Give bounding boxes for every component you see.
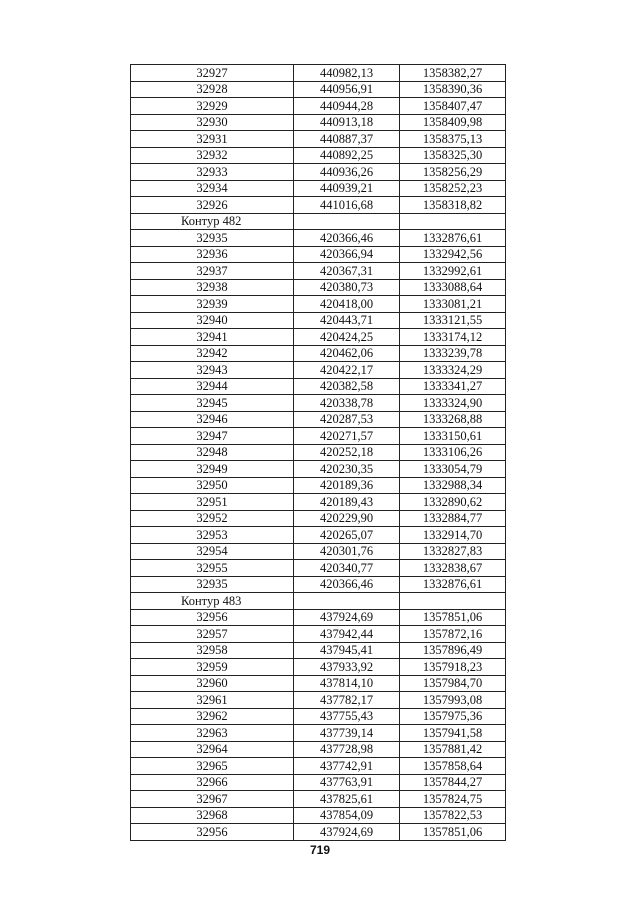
table-row — [131, 395, 506, 412]
point-number-cell: 32953 — [131, 527, 294, 544]
x-coordinate-cell — [294, 593, 400, 610]
table-row — [131, 609, 506, 626]
contour-header-row — [131, 593, 506, 610]
point-number-cell: 32967 — [131, 791, 294, 808]
point-number-cell: 32964 — [131, 741, 294, 758]
table-row — [131, 626, 506, 643]
table-row — [131, 411, 506, 428]
x-coordinate-cell: 437755,43 — [294, 708, 400, 725]
point-number-cell: 32950 — [131, 477, 294, 494]
x-coordinate-cell: 420366,46 — [294, 230, 400, 247]
table-row — [131, 494, 506, 511]
point-number-cell: 32926 — [131, 197, 294, 214]
x-coordinate-cell: 440956,91 — [294, 81, 400, 98]
table-row — [131, 147, 506, 164]
x-coordinate-cell: 420271,57 — [294, 428, 400, 445]
y-coordinate-cell: 1333150,61 — [400, 428, 506, 445]
point-number-cell: 32952 — [131, 510, 294, 527]
x-coordinate-cell: 420366,46 — [294, 576, 400, 593]
y-coordinate-cell: 1358382,27 — [400, 65, 506, 82]
point-number-cell: 32960 — [131, 675, 294, 692]
point-number-cell: 32929 — [131, 98, 294, 115]
x-coordinate-cell: 437942,44 — [294, 626, 400, 643]
y-coordinate-cell: 1357872,16 — [400, 626, 506, 643]
x-coordinate-cell: 440939,21 — [294, 180, 400, 197]
table-row — [131, 527, 506, 544]
point-number-cell: 32963 — [131, 725, 294, 742]
x-coordinate-cell: 420252,18 — [294, 444, 400, 461]
point-number-cell: 32928 — [131, 81, 294, 98]
coordinates-table — [130, 64, 506, 841]
x-coordinate-cell: 440944,28 — [294, 98, 400, 115]
point-number-cell: 32934 — [131, 180, 294, 197]
point-number-cell: 32948 — [131, 444, 294, 461]
x-coordinate-cell: 437814,10 — [294, 675, 400, 692]
y-coordinate-cell: 1357881,42 — [400, 741, 506, 758]
y-coordinate-cell: 1358409,98 — [400, 114, 506, 131]
x-coordinate-cell: 420265,07 — [294, 527, 400, 544]
table-row — [131, 131, 506, 148]
contour-label-cell: Контур 483 — [131, 593, 294, 610]
point-number-cell: 32949 — [131, 461, 294, 478]
table-row — [131, 428, 506, 445]
y-coordinate-cell: 1357822,53 — [400, 807, 506, 824]
x-coordinate-cell: 420424,25 — [294, 329, 400, 346]
table-body — [131, 65, 506, 841]
y-coordinate-cell: 1358390,36 — [400, 81, 506, 98]
y-coordinate-cell: 1358256,29 — [400, 164, 506, 181]
table-row — [131, 741, 506, 758]
y-coordinate-cell: 1332890,62 — [400, 494, 506, 511]
point-number-cell: 32932 — [131, 147, 294, 164]
x-coordinate-cell: 437728,98 — [294, 741, 400, 758]
table-row — [131, 246, 506, 263]
y-coordinate-cell: 1333268,88 — [400, 411, 506, 428]
x-coordinate-cell: 420230,35 — [294, 461, 400, 478]
y-coordinate-cell: 1357844,27 — [400, 774, 506, 791]
y-coordinate-cell: 1358252,23 — [400, 180, 506, 197]
y-coordinate-cell: 1333054,79 — [400, 461, 506, 478]
table-row — [131, 708, 506, 725]
point-number-cell: 32966 — [131, 774, 294, 791]
table-row — [131, 81, 506, 98]
table-row — [131, 477, 506, 494]
y-coordinate-cell: 1333324,29 — [400, 362, 506, 379]
point-number-cell: 32939 — [131, 296, 294, 313]
table-row — [131, 807, 506, 824]
point-number-cell: 32954 — [131, 543, 294, 560]
y-coordinate-cell: 1333174,12 — [400, 329, 506, 346]
y-coordinate-cell: 1333081,21 — [400, 296, 506, 313]
y-coordinate-cell: 1332992,61 — [400, 263, 506, 280]
point-number-cell: 32933 — [131, 164, 294, 181]
point-number-cell: 32958 — [131, 642, 294, 659]
y-coordinate-cell: 1357824,75 — [400, 791, 506, 808]
x-coordinate-cell: 420189,36 — [294, 477, 400, 494]
x-coordinate-cell: 440982,13 — [294, 65, 400, 82]
table-row — [131, 543, 506, 560]
point-number-cell: 32941 — [131, 329, 294, 346]
x-coordinate-cell: 437924,69 — [294, 609, 400, 626]
y-coordinate-cell: 1332876,61 — [400, 230, 506, 247]
y-coordinate-cell — [400, 593, 506, 610]
y-coordinate-cell: 1357984,70 — [400, 675, 506, 692]
x-coordinate-cell: 437825,61 — [294, 791, 400, 808]
y-coordinate-cell: 1332914,70 — [400, 527, 506, 544]
table-row — [131, 692, 506, 709]
x-coordinate-cell: 420340,77 — [294, 560, 400, 577]
x-coordinate-cell: 437945,41 — [294, 642, 400, 659]
x-coordinate-cell: 437854,09 — [294, 807, 400, 824]
x-coordinate-cell: 437924,69 — [294, 824, 400, 841]
table-row — [131, 675, 506, 692]
x-coordinate-cell: 420380,73 — [294, 279, 400, 296]
table-row — [131, 378, 506, 395]
x-coordinate-cell: 440913,18 — [294, 114, 400, 131]
table-row — [131, 560, 506, 577]
table-row — [131, 758, 506, 775]
point-number-cell: 32943 — [131, 362, 294, 379]
table-row — [131, 164, 506, 181]
table-row — [131, 98, 506, 115]
point-number-cell: 32956 — [131, 824, 294, 841]
y-coordinate-cell: 1358325,30 — [400, 147, 506, 164]
table-row — [131, 510, 506, 527]
point-number-cell: 32942 — [131, 345, 294, 362]
point-number-cell: 32938 — [131, 279, 294, 296]
x-coordinate-cell: 441016,68 — [294, 197, 400, 214]
x-coordinate-cell: 420229,90 — [294, 510, 400, 527]
point-number-cell: 32935 — [131, 230, 294, 247]
point-number-cell: 32935 — [131, 576, 294, 593]
y-coordinate-cell: 1332884,77 — [400, 510, 506, 527]
x-coordinate-cell: 440892,25 — [294, 147, 400, 164]
y-coordinate-cell: 1357858,64 — [400, 758, 506, 775]
table-row — [131, 791, 506, 808]
y-coordinate-cell: 1357851,06 — [400, 609, 506, 626]
table-row — [131, 774, 506, 791]
point-number-cell: 32937 — [131, 263, 294, 280]
x-coordinate-cell: 420462,06 — [294, 345, 400, 362]
point-number-cell: 32955 — [131, 560, 294, 577]
x-coordinate-cell: 420443,71 — [294, 312, 400, 329]
point-number-cell: 32951 — [131, 494, 294, 511]
table-row — [131, 345, 506, 362]
table-row — [131, 180, 506, 197]
point-number-cell: 32947 — [131, 428, 294, 445]
y-coordinate-cell: 1333341,27 — [400, 378, 506, 395]
y-coordinate-cell: 1333239,78 — [400, 345, 506, 362]
y-coordinate-cell: 1357975,36 — [400, 708, 506, 725]
x-coordinate-cell: 440936,26 — [294, 164, 400, 181]
y-coordinate-cell: 1357896,49 — [400, 642, 506, 659]
contour-label-cell: Контур 482 — [131, 213, 294, 230]
point-number-cell: 32944 — [131, 378, 294, 395]
table-row — [131, 659, 506, 676]
y-coordinate-cell: 1333121,55 — [400, 312, 506, 329]
table-row — [131, 312, 506, 329]
point-number-cell: 32961 — [131, 692, 294, 709]
contour-header-row — [131, 213, 506, 230]
table-row — [131, 824, 506, 841]
y-coordinate-cell: 1332876,61 — [400, 576, 506, 593]
table-row — [131, 296, 506, 313]
y-coordinate-cell: 1357941,58 — [400, 725, 506, 742]
x-coordinate-cell: 437782,17 — [294, 692, 400, 709]
x-coordinate-cell: 420189,43 — [294, 494, 400, 511]
y-coordinate-cell: 1333324,90 — [400, 395, 506, 412]
y-coordinate-cell: 1332988,34 — [400, 477, 506, 494]
page-number: 719 — [309, 843, 331, 857]
y-coordinate-cell: 1357918,23 — [400, 659, 506, 676]
point-number-cell: 32945 — [131, 395, 294, 412]
x-coordinate-cell: 420422,17 — [294, 362, 400, 379]
y-coordinate-cell: 1358407,47 — [400, 98, 506, 115]
table-row — [131, 197, 506, 214]
table-row — [131, 279, 506, 296]
x-coordinate-cell: 437742,91 — [294, 758, 400, 775]
x-coordinate-cell: 420301,76 — [294, 543, 400, 560]
x-coordinate-cell: 437933,92 — [294, 659, 400, 676]
table-row — [131, 230, 506, 247]
point-number-cell: 32930 — [131, 114, 294, 131]
x-coordinate-cell: 420338,78 — [294, 395, 400, 412]
x-coordinate-cell: 420366,94 — [294, 246, 400, 263]
x-coordinate-cell: 420367,31 — [294, 263, 400, 280]
table-row — [131, 329, 506, 346]
point-number-cell: 32936 — [131, 246, 294, 263]
x-coordinate-cell: 440887,37 — [294, 131, 400, 148]
table-row — [131, 444, 506, 461]
point-number-cell: 32956 — [131, 609, 294, 626]
table-row — [131, 725, 506, 742]
point-number-cell: 32959 — [131, 659, 294, 676]
y-coordinate-cell: 1333088,64 — [400, 279, 506, 296]
x-coordinate-cell: 420287,53 — [294, 411, 400, 428]
table-row — [131, 576, 506, 593]
point-number-cell: 32957 — [131, 626, 294, 643]
y-coordinate-cell: 1333106,26 — [400, 444, 506, 461]
point-number-cell: 32931 — [131, 131, 294, 148]
point-number-cell: 32940 — [131, 312, 294, 329]
y-coordinate-cell — [400, 213, 506, 230]
x-coordinate-cell: 437763,91 — [294, 774, 400, 791]
point-number-cell: 32965 — [131, 758, 294, 775]
table-row — [131, 114, 506, 131]
table-row — [131, 642, 506, 659]
table-row — [131, 65, 506, 82]
table-row — [131, 362, 506, 379]
table-row — [131, 263, 506, 280]
y-coordinate-cell: 1357993,08 — [400, 692, 506, 709]
x-coordinate-cell: 420418,00 — [294, 296, 400, 313]
y-coordinate-cell: 1332942,56 — [400, 246, 506, 263]
point-number-cell: 32927 — [131, 65, 294, 82]
point-number-cell: 32946 — [131, 411, 294, 428]
y-coordinate-cell: 1357851,06 — [400, 824, 506, 841]
y-coordinate-cell: 1358318,82 — [400, 197, 506, 214]
x-coordinate-cell: 420382,58 — [294, 378, 400, 395]
y-coordinate-cell: 1358375,13 — [400, 131, 506, 148]
point-number-cell: 32968 — [131, 807, 294, 824]
table-row — [131, 461, 506, 478]
x-coordinate-cell — [294, 213, 400, 230]
y-coordinate-cell: 1332838,67 — [400, 560, 506, 577]
point-number-cell: 32962 — [131, 708, 294, 725]
x-coordinate-cell: 437739,14 — [294, 725, 400, 742]
y-coordinate-cell: 1332827,83 — [400, 543, 506, 560]
